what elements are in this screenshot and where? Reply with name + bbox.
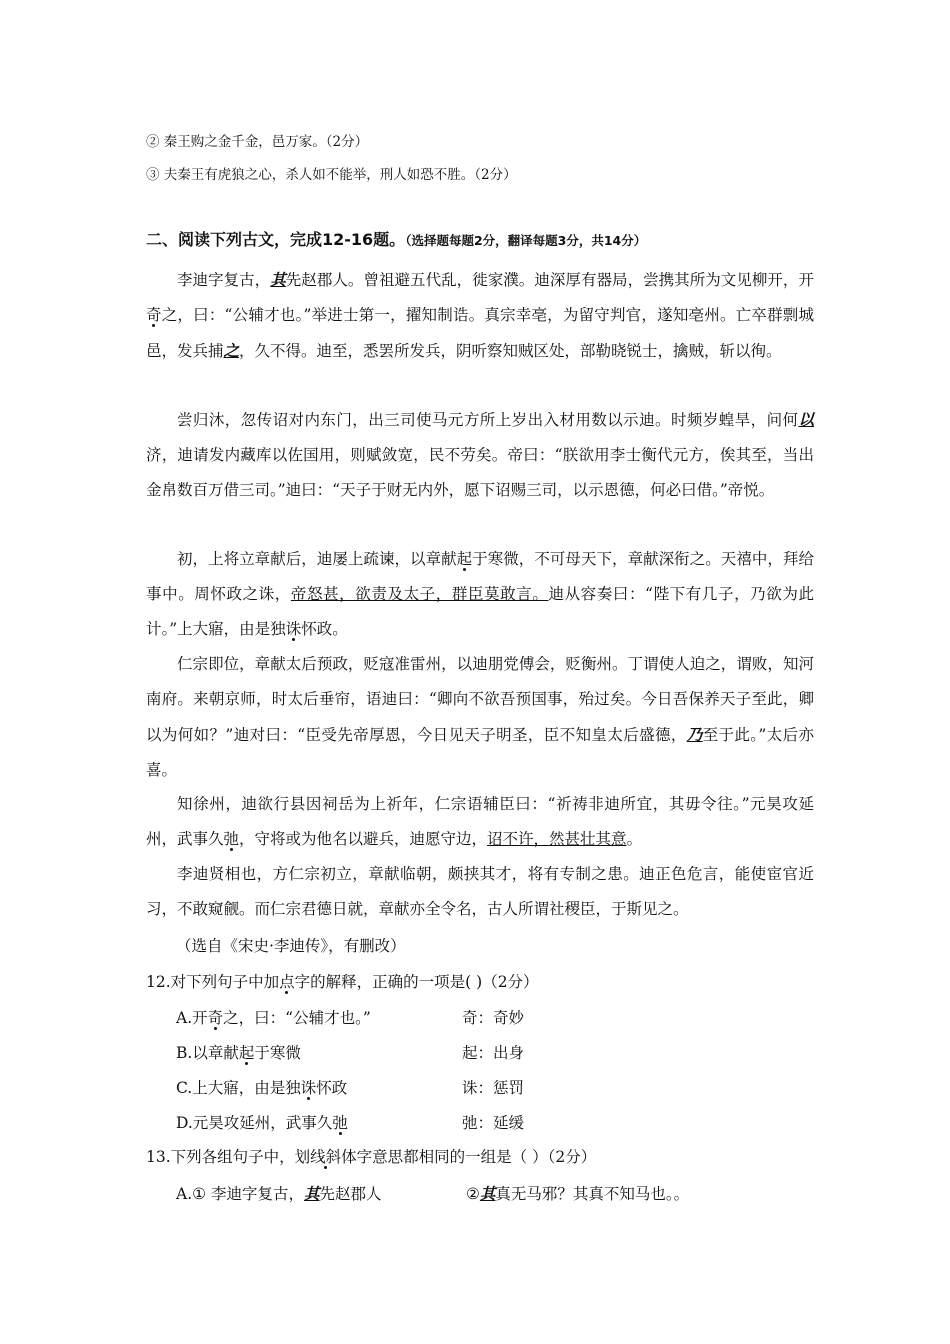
passage-paragraph-6: 李迪贤相也，方仁宗初立，章献临朝，颇挟其才，将有专制之患。迪正色危言，能使宦官近习，不敢窥觎。而仁宗君德日就，章献亦全令名，古人所谓社稷臣，于斯见之。	[146, 865, 814, 918]
question-12-option-b[interactable]: B.以章献起于寒微 起：出身	[176, 1041, 301, 1063]
passage-paragraph-4: 仁宗即位，章献太后预政，贬寇准雷州，以迪朋党傅会，贬衡州。丁谓使人迫之，谓败，知河南府。来朝京师，时太后垂帘，语迪曰：“卿向不欲吾预国事，殆过矣。今日吾保养天子至此，卿以为何如？”迪对曰：“臣受先帝厚恩，今日见天子明圣，臣不知皇太后盛德，乃至于此。”太后亦喜。	[146, 655, 814, 779]
option-c-gloss: 诛：惩罚	[462, 1079, 525, 1097]
passage-paragraph-1: 李迪字复古，其先赵郡人。曾祖避五代乱，徙家濮。迪深厚有器局，尝携其所为文见柳开，开奇之，曰：“公辅才也。”举进士第一，擢知制诰。真宗幸亳，为留守判官，遂知亳州。亡卒群剽城邑，发兵捕之，久不得。迪至，悉罢所发兵，阴听察知贼区处，部勒晓锐士，擒贼，斩以徇。	[146, 270, 814, 360]
option-a-gloss: 奇：奇妙	[462, 1009, 525, 1027]
question-12-option-d[interactable]: D.元昊攻延州，武事久弛 弛：延缓	[176, 1111, 348, 1133]
marked-word-zhi: 之	[223, 341, 240, 360]
section-score-note: （选择题每题2分，翻译每题3分，共14分）	[405, 233, 647, 248]
underlined-sentence-1: 帝怒甚，欲责及太子，群臣莫敢言。	[290, 585, 549, 603]
translation-item-2: ② 秦王购之金千金，邑万家。（2分）	[146, 134, 369, 150]
passage-paragraph-3: 初，上将立章献后，迪屡上疏谏，以章献起于寒微，不可母天下，章献深衔之。天禧中，拜给事中。周怀政之诛，帝怒甚，欲责及太子，群臣莫敢言。迪从容奏曰：“陛下有几子，乃欲为此计。”上大寤，由是独诛怀政。	[146, 550, 814, 638]
dotted-word-qi2: 奇	[146, 306, 162, 324]
marked-word-qi: 其	[270, 270, 286, 289]
question-12-option-c[interactable]: C.上大寤，由是独诛怀政 诛：惩罚	[176, 1076, 347, 1098]
option-d-gloss: 弛：延缓	[462, 1114, 525, 1132]
translation-item-3: ③ 夫秦王有虎狼之心，杀人如不能举，刑人如恐不胜。（2分）	[146, 167, 517, 183]
marked-word-yi: 以	[798, 410, 814, 429]
passage-source: （选自《宋史·李迪传》，有删改）	[176, 937, 406, 955]
dotted-word-qi3: 起	[456, 550, 473, 568]
dotted-word-zhu: 诛	[285, 620, 302, 638]
passage-paragraph-5: 知徐州，迪欲行县因祠岳为上祈年，仁宗语辅臣曰：“祈祷非迪所宜，其毋令往。”元昊攻延州，武事久弛，守将或为他名以避兵，迪愿守边，诏不许，然甚壮其意。	[146, 795, 814, 848]
dotted-word-chi: 弛	[223, 830, 240, 848]
section-heading	[146, 229, 646, 252]
marked-word-nai: 乃	[686, 725, 703, 744]
question-13-stem: 13.下列各组句子中，划线斜体字意思都相同的一组是（ ）（2分）	[146, 1148, 597, 1166]
question-13-option-a[interactable]: A.① 李迪字复古，其先赵郡人 ②其真无马邪？其真不知马也。。	[176, 1184, 690, 1203]
option-b-gloss: 起：出身	[462, 1044, 525, 1062]
question-12-stem: 12.对下列句子中加点字的解释，正确的一项是( )（2分）	[146, 973, 539, 991]
section-title: 二、阅读下列古文，完成12-16题。	[146, 230, 406, 249]
question-12-option-a[interactable]: A.开奇之，曰：“公辅才也。” 奇：奇妙	[176, 1006, 371, 1028]
underlined-sentence-2: 诏不许，然甚壮其意	[487, 830, 627, 848]
passage-paragraph-2: 尝归沐，忽传诏对内东门，出三司使马元方所上岁出入材用数以示迪。时频岁蝗旱，问何以济，迪请发内藏库以佐国用，则赋敛宽，民不劳矣。帝曰：“朕欲用李士衡代元方，俟其至，当出金帛数百万借三司。”迪曰：“天子于财无内外，愿下诏赐三司，以示恩德，何必曰借。”帝悦。	[146, 410, 814, 499]
